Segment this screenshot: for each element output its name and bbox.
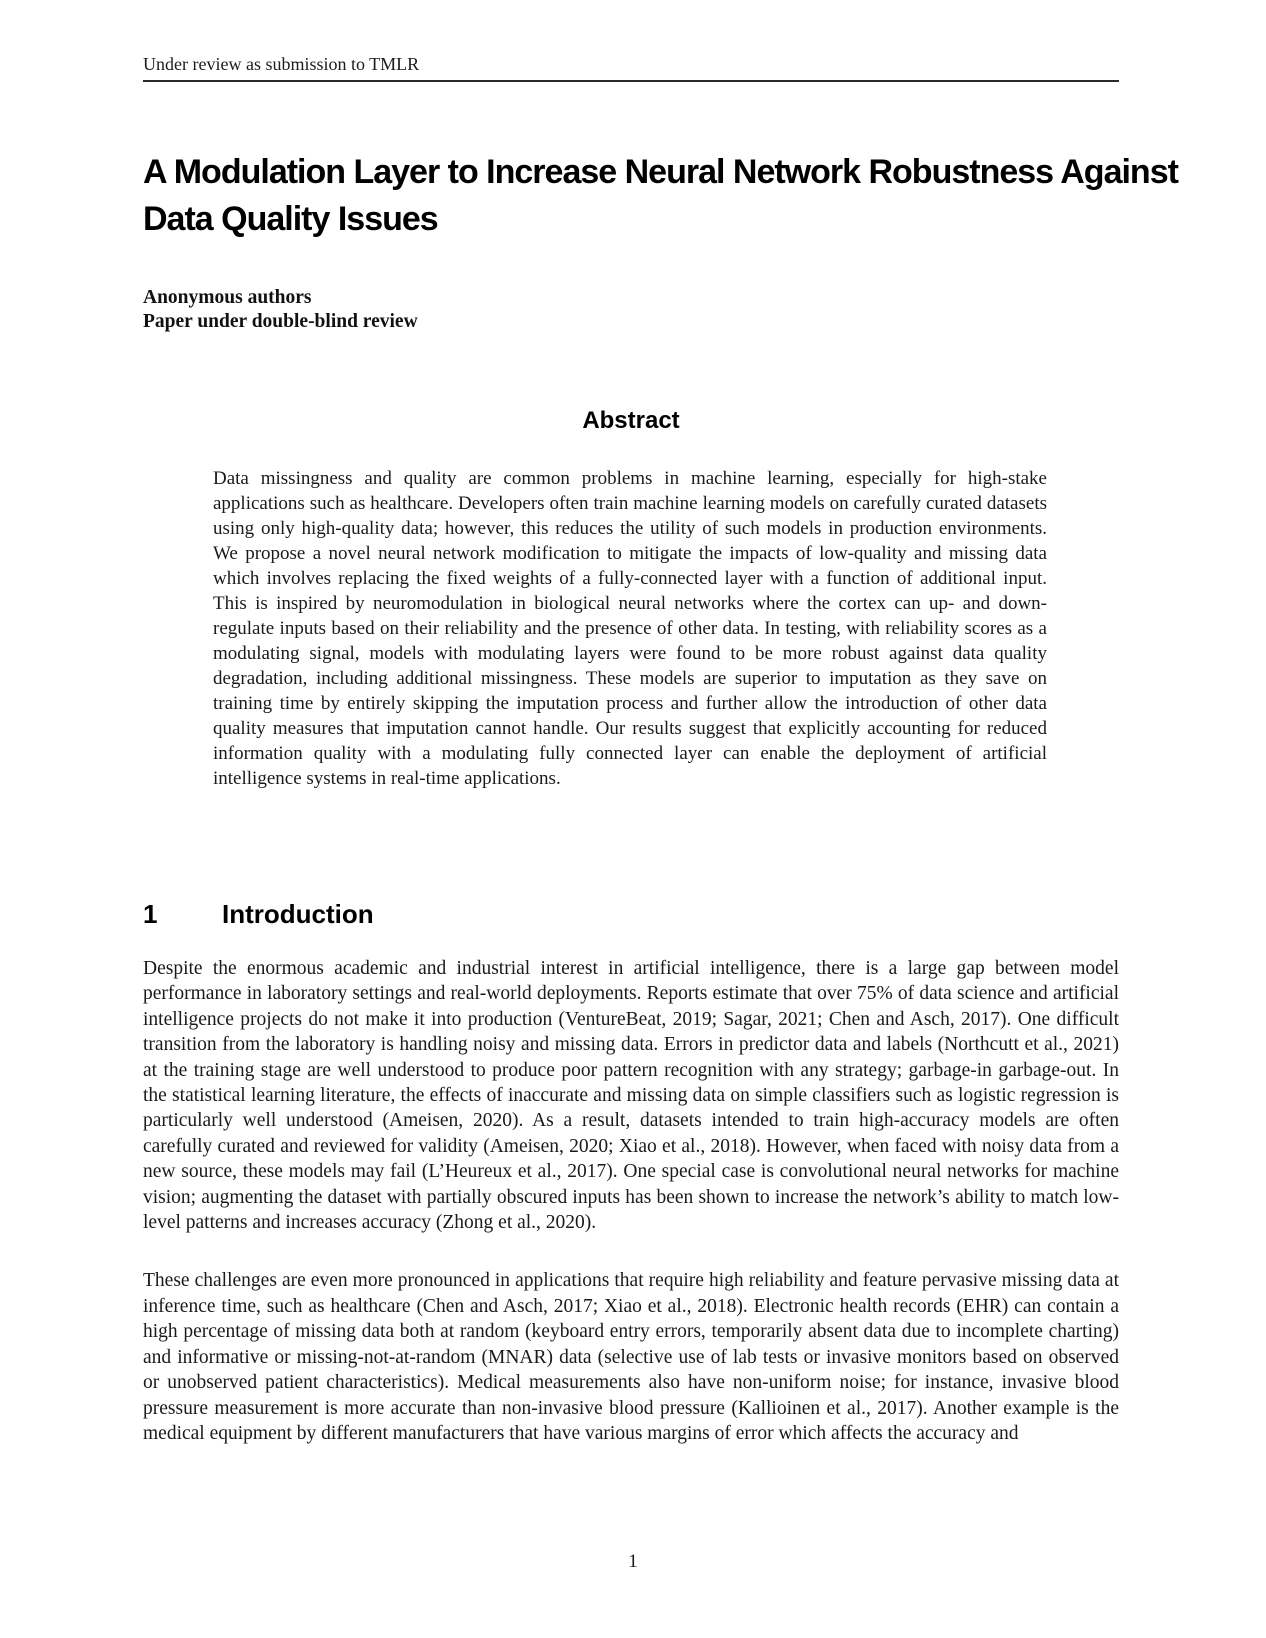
paragraph: Despite the enormous academic and industrial interest in artificial intelligence, there is a large gap between model performance in laboratory settings and real-world deployments. Reports estimate that over 75% of data science and artificial intelligence projects do not make it into production (VentureBeat, 2019; Sagar, 2021; Chen and Asch, 2017). One difficult transition from the laboratory is handling noisy and missing data. Errors in predictor data and labels (Northcutt et al., 2021) at the training stage are well understood to produce poor pattern recognition with any strategy; garbage-in garbage-out. In the statistical learning literature, the effects of inaccurate and missing data on simple classifiers such as logistic regression is particularly well understood (Ameisen, 2020). As a result, datasets intended to train high-accuracy models are often carefully curated and reviewed for validity (Ameisen, 2020; Xiao et al., 2018). However, when faced with noisy data from a new source, these models may fail (L’Heureux et al., 2017). One special case is convolutional neural networks for machine vision; augmenting the dataset with partially obscured inputs has been shown to increase the network’s ability to match low-level patterns and increases accuracy (Zhong et al., 2020). <box>143 958 1119 1234</box>
paragraph: These challenges are even more pronounced in applications that require high reliability and feature pervasive missing data at inference time, such as healthcare (Chen and Asch, 2017; Xiao et al., 2018). Electronic health records (EHR) can contain a high percentage of missing data both at random (keyboard entry errors, temporarily absent data due to incomplete charting) and informative or missing-not-at-random (MNAR) data (selective use of lab tests or invasive monitors based on observed or unobserved patient characteristics). Medical measurements also have non-uniform noise; for instance, invasive blood pressure measurement is more accurate than non-invasive blood pressure (Kallioinen et al., 2017). Another example is the medical equipment by different manufacturers that have various margins of error which affects the accuracy and <box>143 1270 1119 1444</box>
header-rule <box>143 80 1119 82</box>
review-status-line: Paper under double-blind review <box>143 311 418 332</box>
paper-title: A Modulation Layer to Increase Neural Network Robustness Against Data Quality Issues <box>143 153 1178 238</box>
section-number: 1 <box>143 899 158 929</box>
section-heading-introduction <box>143 899 1119 930</box>
abstract-text: Data missingness and quality are common problems in machine learning, especially for high-stake applications such as healthcare. Developers often train machine learning models on carefully curated datasets using only high-quality data; however, this reduces the utility of such models in production environments. We propose a novel neural network modification to mitigate the impacts of low-quality and missing data which involves replacing the fixed weights of a fully-connected layer with a function of additional input. This is inspired by neuromodulation in biological neural networks where the cortex can up- and down-regulate inputs based on their reliability and the presence of other data. In testing, with reliability scores as a modulating signal, models with modulating layers were found to be more robust against data quality degradation, including additional missingness. These models are superior to imputation as they save on training time by entirely skipping the imputation process and further allow the introduction of other data quality measures that imputation cannot handle. Our results suggest that explicitly accounting for reduced information quality with a modulating fully connected layer can enable the deployment of artificial intelligence systems in real-time applications. <box>213 468 1047 789</box>
abstract-heading: Abstract <box>582 407 680 434</box>
page-number: 1 <box>628 1551 638 1572</box>
running-head: Under review as submission to TMLR <box>143 54 420 74</box>
introduction-body <box>143 956 1119 1446</box>
author-line: Anonymous authors <box>143 287 312 308</box>
author-block <box>143 286 1119 334</box>
section-title: Introduction <box>222 899 374 929</box>
